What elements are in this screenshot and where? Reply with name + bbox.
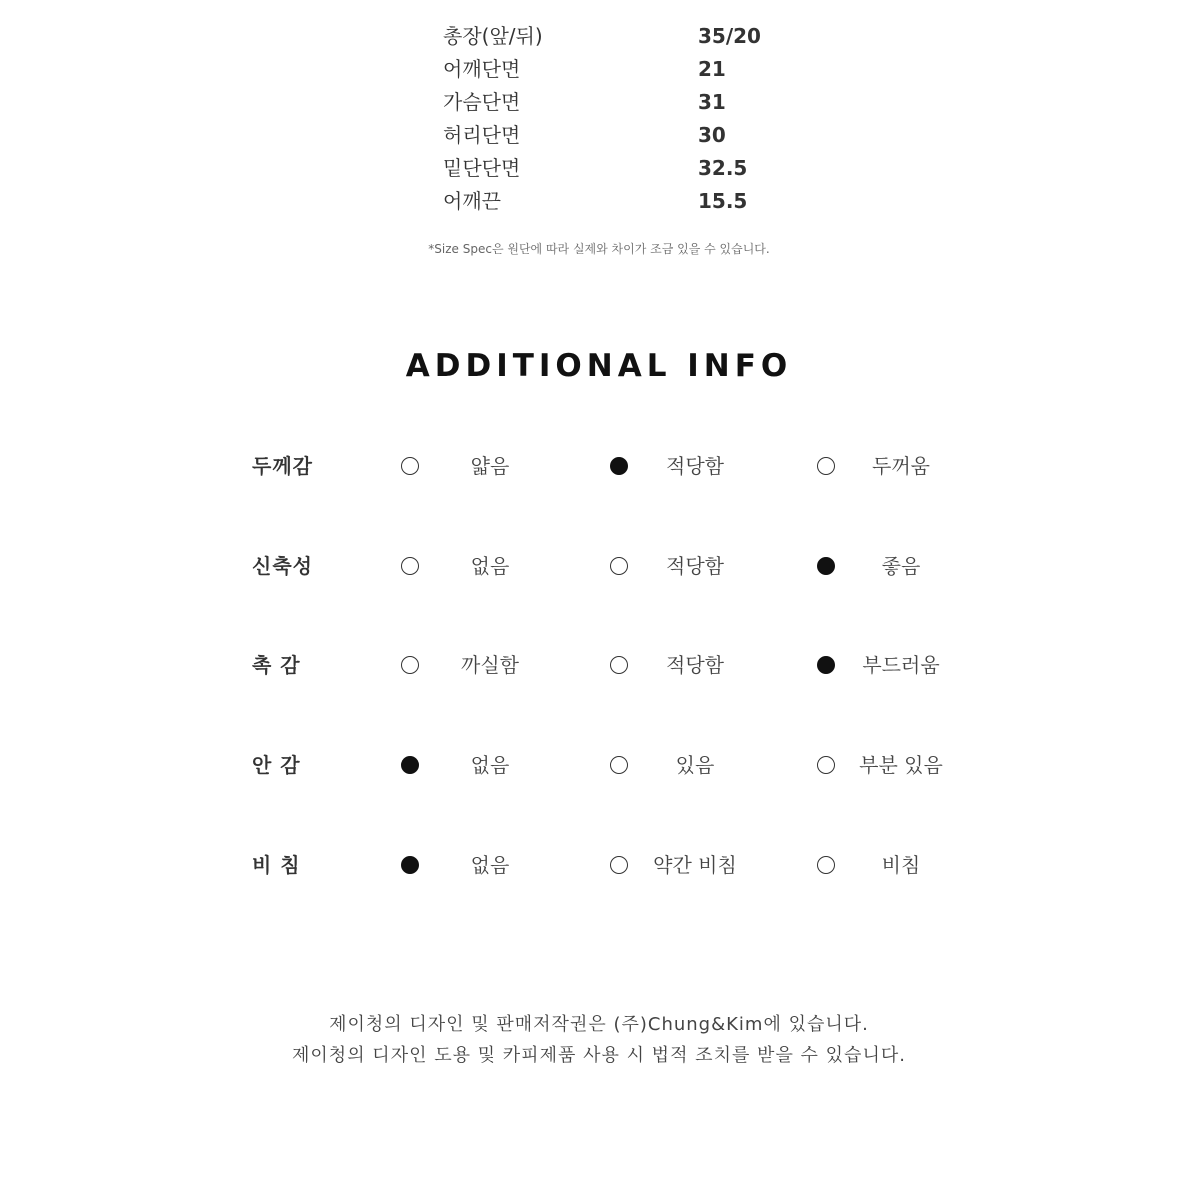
info-row-elasticity	[0, 546, 1198, 586]
info-row-thickness	[0, 446, 1198, 486]
info-label: 두께감	[252, 454, 313, 478]
option-label: 적당함	[666, 653, 724, 677]
spec-value: 15.5	[698, 189, 748, 213]
option-label: 까실함	[461, 653, 519, 677]
spec-label: 총장(앞/뒤)	[443, 24, 543, 48]
option-label: 적당함	[666, 554, 724, 578]
option-label: 비침	[881, 853, 921, 877]
info-label: 촉 감	[252, 653, 301, 677]
size-spec-note: *Size Spec은 원단에 따라 실제와 차이가 조금 있을 수 있습니다.	[428, 242, 770, 256]
spec-value: 21	[698, 57, 726, 81]
spec-label: 어깨끈	[443, 189, 501, 213]
info-label: 비 침	[252, 853, 301, 877]
spec-row-total-length	[0, 20, 1198, 53]
spec-row-hem	[0, 152, 1198, 185]
spec-value: 31	[698, 90, 726, 114]
spec-value: 32.5	[698, 156, 748, 180]
spec-row-chest	[0, 86, 1198, 119]
option-label: 없음	[470, 753, 510, 777]
spec-label: 밑단단면	[443, 156, 521, 180]
spec-value: 35/20	[698, 24, 761, 48]
option-label: 좋음	[881, 554, 921, 578]
info-label: 신축성	[252, 554, 313, 578]
info-row-sheerness	[0, 845, 1198, 885]
spec-row-waist	[0, 119, 1198, 152]
option-label: 부분 있음	[859, 753, 943, 777]
option-label: 적당함	[666, 454, 724, 478]
option-label: 두꺼움	[872, 454, 930, 478]
info-row-lining	[0, 745, 1198, 785]
spec-row-shoulder	[0, 53, 1198, 86]
spec-value: 30	[698, 123, 726, 147]
spec-row-strap	[0, 185, 1198, 218]
info-label: 안 감	[252, 753, 301, 777]
info-row-texture	[0, 645, 1198, 685]
spec-label: 허리단면	[443, 123, 521, 147]
option-label: 없음	[470, 554, 510, 578]
option-label: 있음	[675, 753, 715, 777]
copyright-line-1: 제이청의 디자인 및 판매저작권은 (주)Chung&Kim에 있습니다.	[329, 1014, 869, 1035]
option-label: 부드러움	[862, 653, 940, 677]
option-label: 없음	[470, 853, 510, 877]
spec-label: 어깨단면	[443, 57, 521, 81]
copyright-line-2: 제이청의 디자인 도용 및 카피제품 사용 시 법적 조치를 받을 수 있습니다.	[292, 1045, 906, 1066]
spec-label: 가슴단면	[443, 90, 521, 114]
option-label: 약간 비침	[653, 853, 737, 877]
option-label: 얇음	[470, 454, 510, 478]
section-title: ADDITIONAL INFO	[405, 348, 793, 384]
